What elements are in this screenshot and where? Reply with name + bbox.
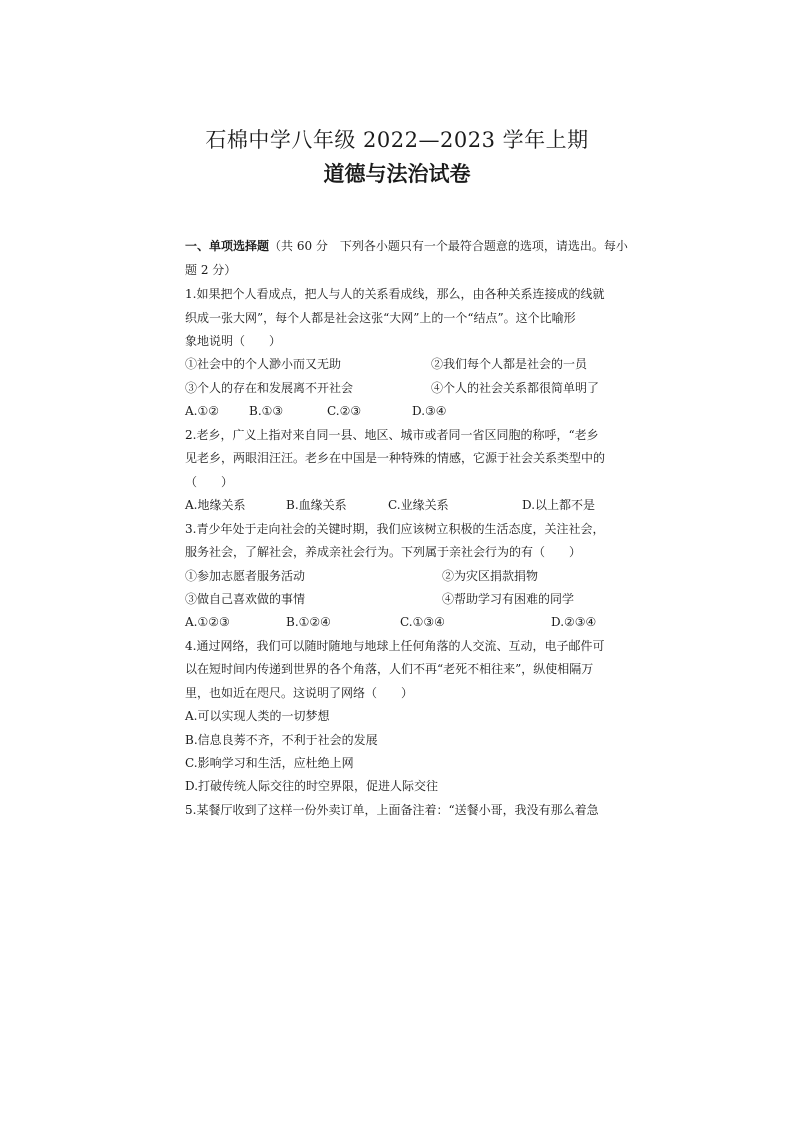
option-b: B.信息良莠不齐，不利于社会的发展 bbox=[185, 733, 378, 747]
question-3-statements-row bbox=[185, 591, 605, 607]
question-4-stem-line: 4.通过网络，我们可以随时随地与地球上任何角落的人交流、互动，电子邮件可 bbox=[185, 639, 605, 653]
option-d: D.打破传统人际交往的时空界限，促进人际交往 bbox=[185, 779, 439, 793]
question-4-stem-line: 里，也如近在咫尺。这说明了网络（ ） bbox=[185, 686, 414, 700]
question-3-options bbox=[185, 614, 605, 630]
question-1-statements-row bbox=[185, 380, 605, 396]
statement: ④个人的社会关系都很简单明了 bbox=[431, 381, 600, 395]
option-b: B.①②④ bbox=[286, 615, 331, 629]
option-a: A.可以实现人类的一切梦想 bbox=[185, 709, 330, 723]
option-c: C.①③④ bbox=[400, 615, 445, 629]
exam-subject-title: 道德与法治试卷 bbox=[323, 162, 471, 186]
option-b: B.①③ bbox=[249, 404, 284, 418]
option-a: A.①②③ bbox=[185, 615, 230, 629]
option-c: C.②③ bbox=[327, 404, 362, 418]
question-1-options bbox=[185, 403, 605, 419]
option-c: C.影响学习和生活，应杜绝上网 bbox=[185, 756, 354, 770]
statement: ①参加志愿者服务活动 bbox=[185, 569, 306, 583]
question-2-stem-line: 见老乡，两眼泪汪汪。老乡在中国是一种特殊的情感，它源于社会关系类型中的 bbox=[185, 451, 606, 465]
option-c: C.业缘关系 bbox=[388, 498, 449, 512]
statement: ③个人的存在和发展离不开社会 bbox=[185, 381, 354, 395]
statement: ②我们每个人都是社会的一员 bbox=[431, 357, 588, 371]
question-3-stem-line: 服务社会，了解社会，养成亲社会行为。下列属于亲社会行为的有（ ） bbox=[185, 545, 582, 559]
statement: ④帮助学习有困难的同学 bbox=[442, 592, 575, 606]
question-1-stem-line: 织成一张大网”，每个人都是社会这张“大网”上的一个“结点”。这个比喻形 bbox=[185, 311, 576, 325]
question-3-stem-line: 3.青少年处于走向社会的关键时期，我们应该树立积极的生活态度，关注社会， bbox=[185, 522, 605, 536]
statement: ③做自己喜欢做的事情 bbox=[185, 592, 306, 606]
option-b: B.血缘关系 bbox=[286, 498, 347, 512]
exam-title: 石棉中学八年级 2022—2023 学年上期 bbox=[205, 128, 589, 152]
option-d: D.②③④ bbox=[551, 615, 597, 629]
question-2-stem-line: （ ） bbox=[185, 475, 234, 489]
question-1-stem-line: 象地说明（ ） bbox=[185, 334, 282, 348]
question-2-stem-line: 2.老乡，广义上指对来自同一县、地区、城市或者同一省区同胞的称呼，“老乡 bbox=[185, 428, 599, 442]
section-note-cont: 题 2 分） bbox=[185, 263, 237, 277]
statement: ②为灾区捐款捐物 bbox=[442, 569, 539, 583]
question-1-statements-row bbox=[185, 356, 605, 372]
question-3-statements-row bbox=[185, 568, 605, 584]
option-a: A.地缘关系 bbox=[185, 498, 246, 512]
option-a: A.①② bbox=[185, 404, 219, 418]
question-2-options bbox=[185, 497, 605, 513]
section-heading: 一、单项选择题 bbox=[185, 239, 270, 253]
question-5-stem-line: 5.某餐厅收到了这样一份外卖订单，上面备注着：“送餐小哥，我没有那么着急 bbox=[185, 803, 599, 817]
question-4-stem-line: 以在短时间内传递到世界的各个角落，人们不再“老死不相往来”，纵使相隔万 bbox=[185, 662, 594, 676]
question-1-stem-line: 1.如果把个人看成点，把人与人的关系看成线，那么，由各种关系连接成的线就 bbox=[185, 287, 605, 301]
section-note: （共 60 分 下列各小题只有一个最符合题意的选项，请选出。每小 bbox=[269, 239, 628, 253]
section-heading-line bbox=[185, 238, 628, 254]
statement: ①社会中的个人渺小而又无助 bbox=[185, 357, 342, 371]
option-d: D.以上都不是 bbox=[522, 498, 596, 512]
option-d: D.③④ bbox=[412, 404, 447, 418]
